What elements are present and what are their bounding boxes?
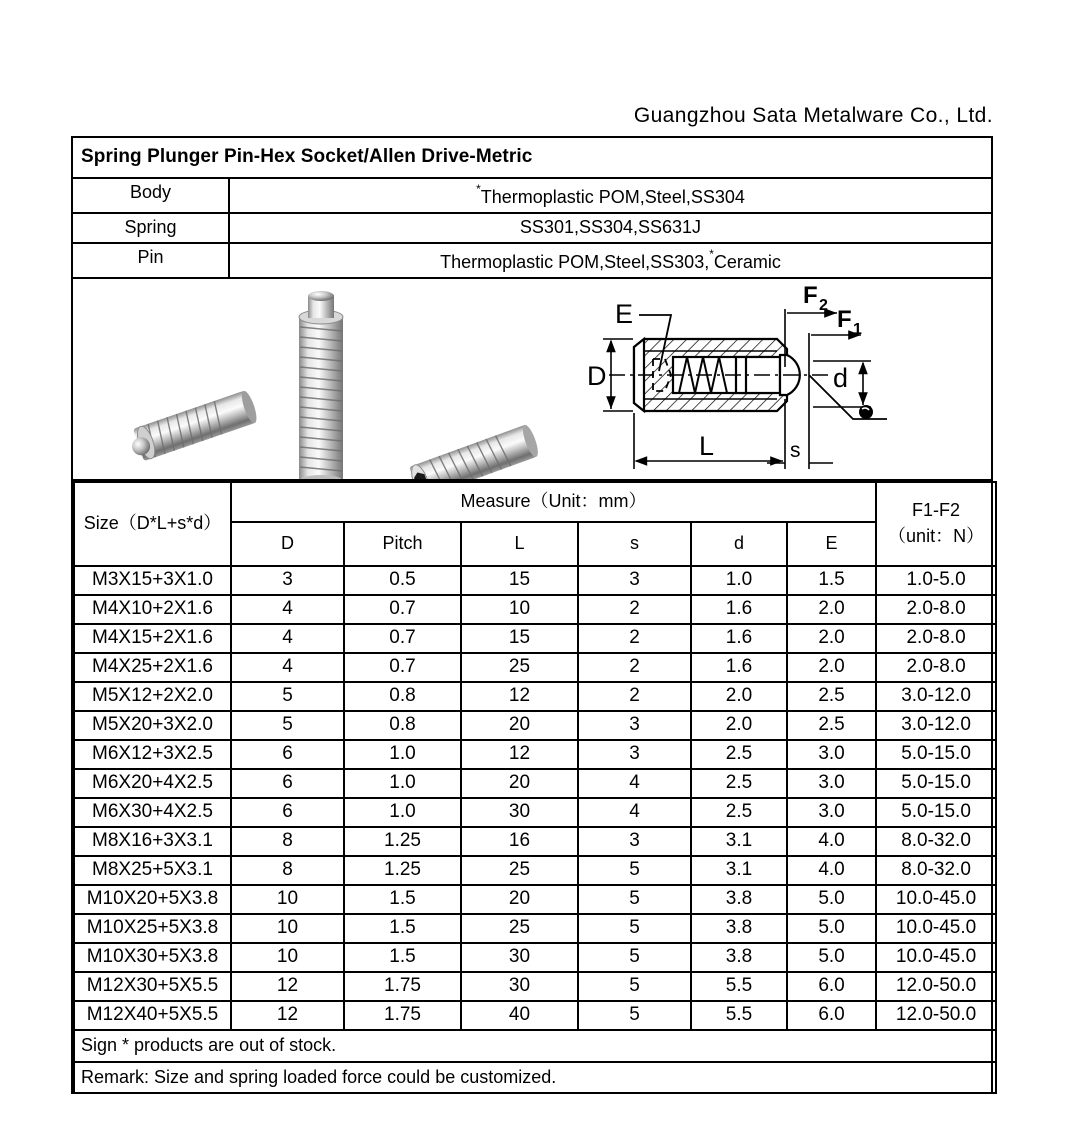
cell-l: 40 (461, 1001, 578, 1030)
cell-f: 10.0-45.0 (876, 885, 996, 914)
cell-l: 16 (461, 827, 578, 856)
out-of-stock-asterisk: * (476, 182, 481, 196)
cell-s: 3 (578, 566, 691, 595)
cell-f: 10.0-45.0 (876, 943, 996, 972)
cell-d: 5 (231, 711, 344, 740)
cell-size: M10X20+5X3.8 (74, 885, 231, 914)
cell-f: 2.0-8.0 (876, 653, 996, 682)
table-row (74, 914, 996, 943)
cell-f: 5.0-15.0 (876, 769, 996, 798)
cell-dd: 2.0 (691, 682, 787, 711)
cell-pitch: 1.5 (344, 943, 461, 972)
cell-e: 3.0 (787, 740, 876, 769)
cell-l: 30 (461, 972, 578, 1001)
table-row (74, 856, 996, 885)
cell-size: M10X25+5X3.8 (74, 914, 231, 943)
cell-size: M8X16+3X3.1 (74, 827, 231, 856)
cell-e: 6.0 (787, 972, 876, 1001)
cell-size: M5X12+2X2.0 (74, 682, 231, 711)
cell-pitch: 0.7 (344, 624, 461, 653)
engineering-drawing (581, 279, 991, 479)
cell-s: 5 (578, 885, 691, 914)
company-name: Guangzhou Sata Metalware Co., Ltd. (633, 104, 993, 127)
cell-d: 4 (231, 595, 344, 624)
cell-pitch: 1.0 (344, 798, 461, 827)
drawing-label-D: D (587, 361, 607, 391)
cell-e: 5.0 (787, 885, 876, 914)
cell-s: 2 (578, 653, 691, 682)
table-header-row-1 (74, 482, 996, 522)
cell-f: 3.0-12.0 (876, 711, 996, 740)
table-row (74, 624, 996, 653)
cell-d: 4 (231, 624, 344, 653)
cell-e: 5.0 (787, 914, 876, 943)
cell-d: 8 (231, 827, 344, 856)
cell-f: 5.0-15.0 (876, 798, 996, 827)
cell-pitch: 1.0 (344, 740, 461, 769)
drawing-label-F2-subscript: 2 (819, 297, 828, 314)
cell-size: M10X30+5X3.8 (74, 943, 231, 972)
table-row (74, 566, 996, 595)
header-s: s (578, 522, 691, 566)
header-D: D (231, 522, 344, 566)
cell-s: 5 (578, 943, 691, 972)
cell-s: 5 (578, 972, 691, 1001)
cell-d: 6 (231, 740, 344, 769)
cell-f: 12.0-50.0 (876, 1001, 996, 1030)
material-value-pin (230, 244, 991, 277)
material-row-body (73, 179, 991, 214)
cell-pitch: 1.75 (344, 972, 461, 1001)
product-photo (73, 279, 581, 479)
cell-s: 2 (578, 595, 691, 624)
page-title: Spring Plunger Pin-Hex Socket/Allen Drive-Metric (73, 138, 991, 179)
cell-pitch: 1.5 (344, 914, 461, 943)
cell-f: 3.0-12.0 (876, 682, 996, 711)
drawing-label-E: E (615, 299, 634, 329)
cell-s: 5 (578, 856, 691, 885)
cell-l: 25 (461, 653, 578, 682)
cell-size: M6X30+4X2.5 (74, 798, 231, 827)
cell-dd: 1.6 (691, 653, 787, 682)
material-row-spring (73, 214, 991, 244)
cell-dd: 3.8 (691, 914, 787, 943)
cell-l: 20 (461, 885, 578, 914)
note-row-sign (74, 1030, 996, 1062)
drawing-label-F1-subscript: 1 (853, 321, 862, 338)
cell-size: M12X40+5X5.5 (74, 1001, 231, 1030)
cell-e: 5.0 (787, 943, 876, 972)
cell-size: M5X20+3X2.0 (74, 711, 231, 740)
cell-size: M6X12+3X2.5 (74, 740, 231, 769)
cell-d: 8 (231, 856, 344, 885)
cell-d: 12 (231, 972, 344, 1001)
material-value-pin-tail: Ceramic (713, 252, 781, 272)
cell-dd: 3.8 (691, 943, 787, 972)
cell-l: 10 (461, 595, 578, 624)
header-L: L (461, 522, 578, 566)
note-remark: Remark: Size and spring loaded force could be customized. (74, 1062, 996, 1094)
header-force-unit: （unit：N） (888, 525, 985, 546)
cell-e: 3.0 (787, 798, 876, 827)
cell-e: 4.0 (787, 827, 876, 856)
table-row (74, 1001, 996, 1030)
cell-s: 2 (578, 682, 691, 711)
cell-dd: 2.5 (691, 740, 787, 769)
cell-dd: 1.6 (691, 624, 787, 653)
table-row (74, 827, 996, 856)
cell-s: 3 (578, 711, 691, 740)
material-value-body-text: Thermoplastic POM,Steel,SS304 (480, 187, 745, 207)
cell-dd: 2.5 (691, 798, 787, 827)
cell-d: 6 (231, 769, 344, 798)
cell-d: 4 (231, 653, 344, 682)
cell-d: 10 (231, 885, 344, 914)
header-force (876, 482, 996, 566)
cell-f: 5.0-15.0 (876, 740, 996, 769)
cell-e: 2.0 (787, 624, 876, 653)
drawing-label-F1: F (837, 306, 852, 333)
cell-f: 2.0-8.0 (876, 624, 996, 653)
cell-dd: 2.5 (691, 769, 787, 798)
out-of-stock-asterisk-ceramic: * (709, 247, 714, 261)
cell-l: 30 (461, 943, 578, 972)
cell-s: 4 (578, 798, 691, 827)
note-sign: Sign * products are out of stock. (74, 1030, 996, 1062)
table-row (74, 711, 996, 740)
cell-l: 12 (461, 682, 578, 711)
cell-dd: 5.5 (691, 1001, 787, 1030)
cell-dd: 3.1 (691, 856, 787, 885)
spec-sheet-frame (71, 136, 993, 1094)
cell-l: 25 (461, 914, 578, 943)
cell-l: 12 (461, 740, 578, 769)
table-row (74, 769, 996, 798)
cell-dd: 1.0 (691, 566, 787, 595)
cell-d: 5 (231, 682, 344, 711)
cell-d: 10 (231, 943, 344, 972)
specification-table-body (74, 566, 996, 1030)
cell-s: 4 (578, 769, 691, 798)
material-label-pin: Pin (73, 244, 230, 277)
cell-d: 6 (231, 798, 344, 827)
table-row (74, 740, 996, 769)
material-value-spring: SS301,SS304,SS631J (519, 217, 702, 237)
cell-size: M4X25+2X1.6 (74, 653, 231, 682)
drawing-label-L: L (699, 431, 715, 461)
cell-e: 6.0 (787, 1001, 876, 1030)
cell-f: 10.0-45.0 (876, 914, 996, 943)
cell-pitch: 0.5 (344, 566, 461, 595)
cell-pitch: 1.75 (344, 1001, 461, 1030)
table-row (74, 682, 996, 711)
cell-f: 12.0-50.0 (876, 972, 996, 1001)
material-value-body (230, 179, 991, 212)
header-force-title: F1-F2 (912, 500, 961, 521)
cell-size: M8X25+5X3.1 (74, 856, 231, 885)
drawing-label-s: s (790, 439, 801, 462)
material-row-pin (73, 244, 991, 279)
header-size: Size（D*L+s*d） (74, 482, 231, 566)
cell-e: 2.0 (787, 653, 876, 682)
material-label-spring: Spring (73, 214, 230, 242)
cell-l: 25 (461, 856, 578, 885)
cell-l: 30 (461, 798, 578, 827)
cell-pitch: 0.8 (344, 711, 461, 740)
ball-nose-symbol (859, 405, 873, 419)
drawing-label-F2: F (803, 282, 818, 309)
header-measure-group: Measure（Unit：mm） (231, 482, 876, 522)
cell-pitch: 0.7 (344, 653, 461, 682)
cell-f: 2.0-8.0 (876, 595, 996, 624)
cell-s: 5 (578, 914, 691, 943)
table-row (74, 653, 996, 682)
drawing-label-d: d (833, 363, 849, 393)
cell-f: 8.0-32.0 (876, 856, 996, 885)
cell-s: 3 (578, 827, 691, 856)
cell-e: 2.5 (787, 711, 876, 740)
header-d-minor: d (691, 522, 787, 566)
cell-dd: 1.6 (691, 595, 787, 624)
material-label-body: Body (73, 179, 230, 212)
cell-e: 1.5 (787, 566, 876, 595)
cell-pitch: 1.25 (344, 827, 461, 856)
cell-pitch: 1.25 (344, 856, 461, 885)
table-row (74, 595, 996, 624)
cell-l: 15 (461, 566, 578, 595)
material-value-pin-text: Thermoplastic POM,Steel,SS303, (440, 252, 710, 272)
table-row (74, 798, 996, 827)
cell-size: M4X10+2X1.6 (74, 595, 231, 624)
cell-s: 5 (578, 1001, 691, 1030)
cell-e: 2.5 (787, 682, 876, 711)
cell-size: M6X20+4X2.5 (74, 769, 231, 798)
table-row (74, 943, 996, 972)
table-row (74, 885, 996, 914)
cell-s: 2 (578, 624, 691, 653)
figure-panel (73, 279, 991, 481)
cell-size: M12X30+5X5.5 (74, 972, 231, 1001)
cell-pitch: 0.7 (344, 595, 461, 624)
header-pitch: Pitch (344, 522, 461, 566)
cell-pitch: 0.8 (344, 682, 461, 711)
cell-d: 12 (231, 1001, 344, 1030)
cell-l: 20 (461, 769, 578, 798)
cell-dd: 3.8 (691, 885, 787, 914)
note-row-remark (74, 1062, 996, 1094)
specification-table (73, 481, 997, 1094)
cell-d: 3 (231, 566, 344, 595)
cell-f: 8.0-32.0 (876, 827, 996, 856)
cell-l: 15 (461, 624, 578, 653)
cell-dd: 3.1 (691, 827, 787, 856)
cell-dd: 2.0 (691, 711, 787, 740)
cell-pitch: 1.5 (344, 885, 461, 914)
cell-d: 10 (231, 914, 344, 943)
cell-size: M3X15+3X1.0 (74, 566, 231, 595)
cell-e: 2.0 (787, 595, 876, 624)
header-E: E (787, 522, 876, 566)
cell-l: 20 (461, 711, 578, 740)
cell-dd: 5.5 (691, 972, 787, 1001)
cell-e: 4.0 (787, 856, 876, 885)
cell-pitch: 1.0 (344, 769, 461, 798)
cell-size: M4X15+2X1.6 (74, 624, 231, 653)
cell-e: 3.0 (787, 769, 876, 798)
cell-f: 1.0-5.0 (876, 566, 996, 595)
cell-s: 3 (578, 740, 691, 769)
table-row (74, 972, 996, 1001)
